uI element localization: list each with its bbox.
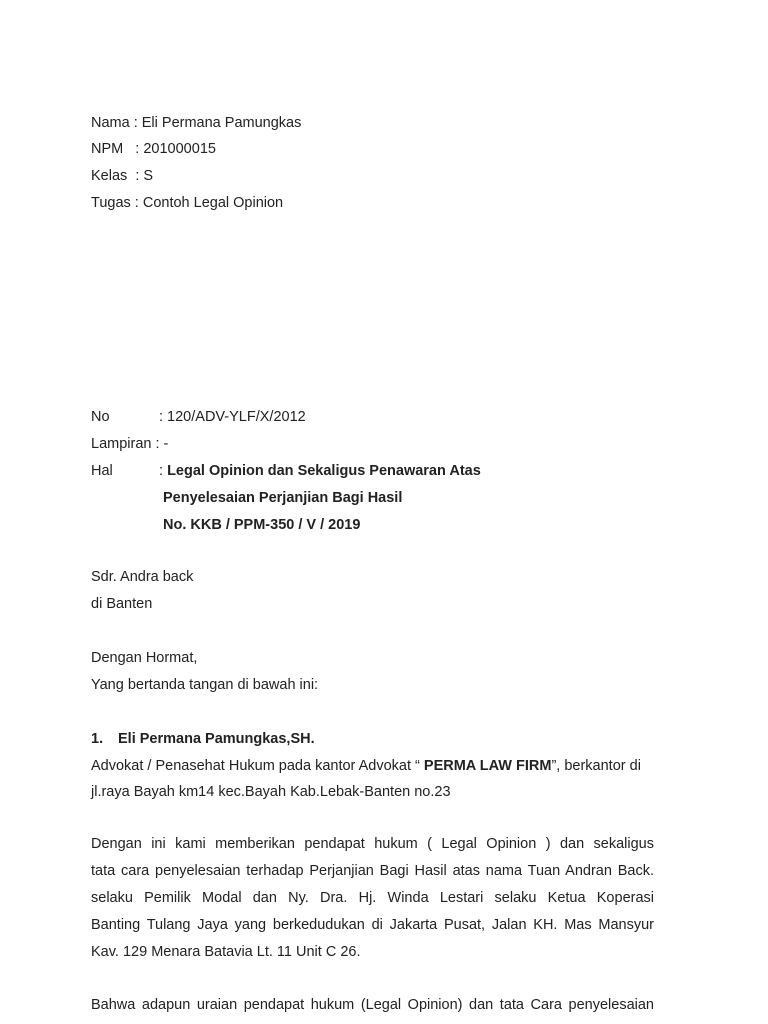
recipient-place: di Banten [91,596,153,612]
subject-line-3: No. KKB / PPM-350 / V / 2019 [163,517,361,533]
signer-address: jl.raya Bayah km14 kec.Bayah Kab.Lebak-Banten no.23 [91,784,451,800]
student-name: Nama : Eli Permana Pamungkas [91,115,302,131]
student-npm: NPM : 201000015 [91,141,216,157]
letter-number-value: : 120/ADV-YLF/X/2012 [159,409,306,425]
recipient-name: Sdr. Andra back [91,569,194,585]
body-line: Kav. 129 Menara Batavia Lt. 11 Unit C 26. [91,944,361,960]
attachment-row: Lampiran : - [91,436,169,452]
intro-text: Yang bertanda tangan di bawah ini: [91,677,319,693]
body-line: tata cara penyelesaian terhadap Perjanjian Bagi Hasil atas nama Tuan Andran Back. [91,863,654,879]
letter-number-row [91,407,306,427]
signer-description [91,756,641,776]
student-class: Kelas : S [91,168,154,184]
subject-line-2: Penyelesaian Perjanjian Bagi Hasil [163,490,403,506]
signer-desc-pre: Advokat / Penasehat Hukum pada kantor Advokat “ [91,758,424,774]
subject-label: Hal [91,463,113,479]
subject-colon: : [159,463,164,479]
signer-name: Eli Permana Pamungkas,SH. [118,731,315,747]
assignment-title: Tugas : Contoh Legal Opinion [91,195,284,211]
body-line: Dengan ini kami memberikan pendapat hukum ( Legal Opinion ) dan sekaligus [91,836,654,852]
body-paragraph [91,831,654,966]
signer-desc-post: ”, berkantor di [551,758,641,774]
subject-row [91,461,481,481]
greeting: Dengan Hormat, [91,650,198,666]
final-paragraph [91,992,654,1019]
body-line: selaku Pemilik Modal dan Ny. Dra. Hj. Winda Lestari selaku Ketua Koperasi [91,890,654,906]
signer-firm: PERMA LAW FIRM [423,758,552,774]
body-line: Banting Tulang Jaya yang berkedudukan di Jakarta Pusat, Jalan KH. Mas Mansyur [91,917,654,933]
final-line: Bahwa adapun uraian pendapat hukum (Legal Opinion) dan tata Cara penyelesaian [91,997,654,1013]
signer-number: 1. [91,731,104,747]
letter-number-label: No [91,409,110,425]
subject-line-1: Legal Opinion dan Sekaligus Penawaran Atas [167,463,481,479]
signer-row [91,729,315,749]
